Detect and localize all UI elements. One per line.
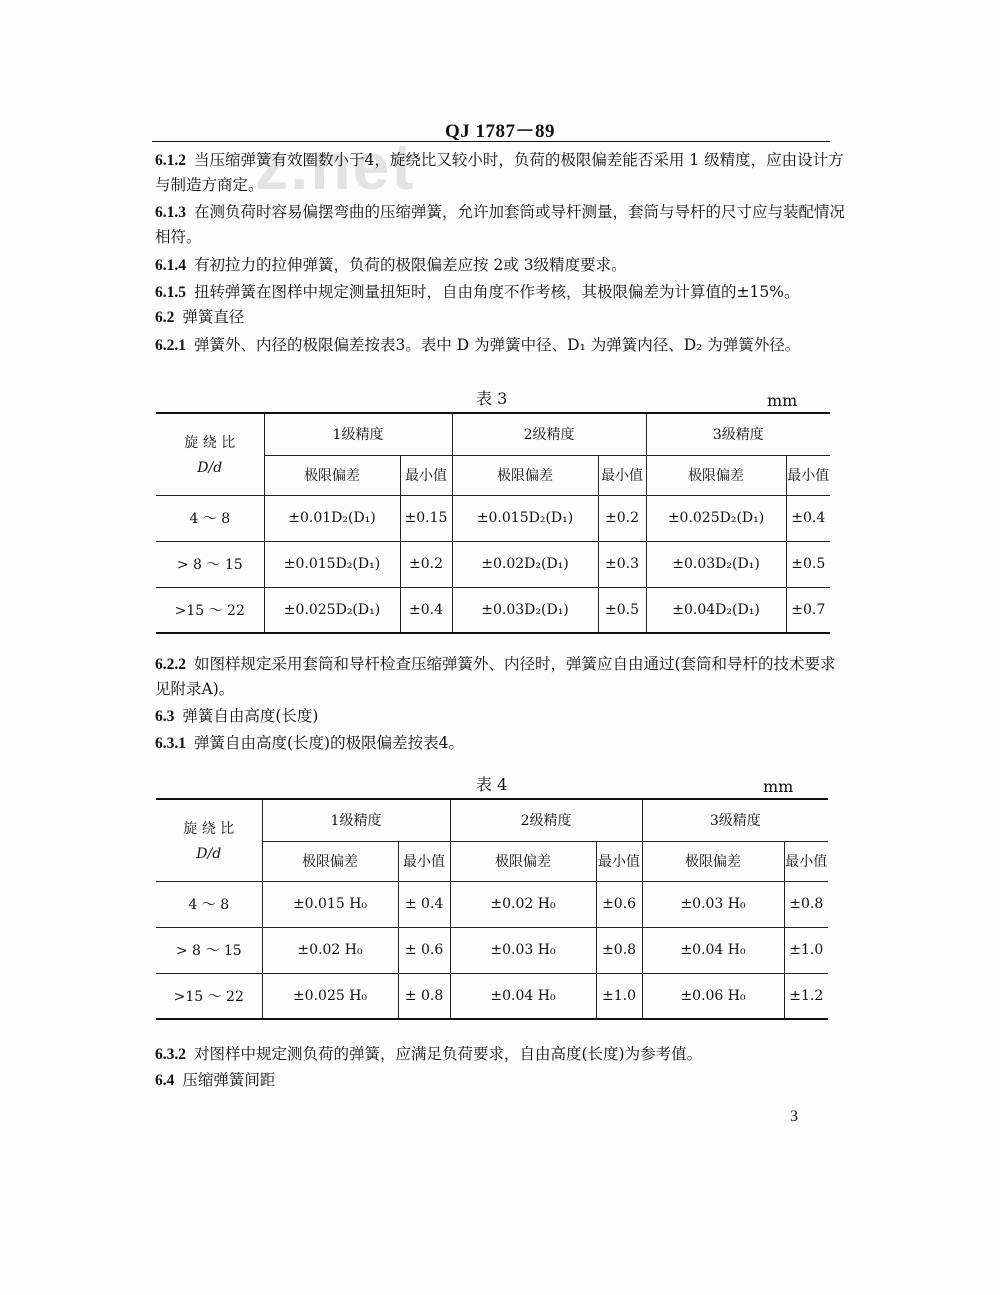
value-cell: ±0.015D₂(D₁): [264, 541, 400, 587]
grade-3-header: 3级精度: [646, 413, 830, 455]
grade-3-header: 3级精度: [642, 799, 828, 841]
value-cell: ± 0.4: [398, 881, 450, 927]
ratio-symbol: D/d: [196, 846, 222, 863]
value-cell: ±0.2: [400, 541, 452, 587]
clause-6-2-2: [155, 652, 845, 701]
value-cell: ±0.03 H₀: [450, 927, 596, 973]
clause-text: 扭转弹簧在图样中规定测量扭矩时，自由角度不作考核，其极限偏差为计算值的±15%。: [194, 283, 800, 301]
ratio-header-cell: [156, 413, 264, 495]
ratio-header: 旋 绕 比: [184, 435, 236, 452]
value-cell: ±0.02 H₀: [450, 881, 596, 927]
value-cell: ±0.06 H₀: [642, 973, 784, 1019]
value-cell: ±0.03 H₀: [642, 881, 784, 927]
ratio-cell: >15 ～ 22: [156, 587, 264, 633]
clause-text: 弹簧自由高度(长度)的极限偏差按表4。: [194, 734, 464, 752]
section-number: 6.2: [155, 309, 175, 326]
minimum-header: 最小值: [398, 841, 450, 881]
clause-number: 6.3.1: [155, 735, 186, 752]
clause-text: 在测负荷时容易偏摆弯曲的压缩弹簧，允许加套筒或导杆测量，套筒与导杆的尺寸应与装配情况相符。: [155, 203, 846, 246]
value-cell: ±0.2: [598, 495, 646, 541]
table-row: [156, 587, 830, 633]
value-cell: ±0.03D₂(D₁): [452, 587, 598, 633]
minimum-header: 最小值: [786, 455, 830, 495]
doc-id-header: QJ 1787－89: [444, 121, 556, 142]
ratio-symbol: D/d: [197, 460, 223, 477]
table-row: [156, 973, 828, 1019]
value-cell: ±0.04D₂(D₁): [646, 587, 786, 633]
clause-number: 6.1.3: [155, 204, 186, 221]
value-cell: ±0.8: [784, 881, 828, 927]
page-number: 3: [790, 1108, 798, 1125]
clause-text: 弹簧外、内径的极限偏差按表3。表中 D 为弹簧中径、D₁ 为弹簧内径、D₂ 为弹簧外径。: [194, 336, 801, 354]
clause-text: 如图样规定采用套筒和导杆检查压缩弹簧外、内径时，弹簧应自由通过(套筒和导杆的技术要求见附录A)。: [155, 655, 836, 698]
section-number: 6.4: [155, 1072, 175, 1089]
value-cell: ±0.03D₂(D₁): [646, 541, 786, 587]
value-cell: ±0.5: [786, 541, 830, 587]
minimum-header: 最小值: [784, 841, 828, 881]
value-cell: ±0.01D₂(D₁): [264, 495, 400, 541]
value-cell: ±1.2: [784, 973, 828, 1019]
table3-unit: mm: [767, 391, 798, 410]
table-row: [156, 495, 830, 541]
clause-number: 6.1.4: [155, 257, 186, 274]
watermark: z.net: [255, 129, 416, 203]
clause-text: 对图样中规定测负荷的弹簧，应满足负荷要求，自由高度(长度)为参考值。: [194, 1045, 703, 1063]
clause-6-1-3: [155, 200, 845, 249]
section-6-4: [155, 1068, 845, 1093]
ratio-cell: 4 ～ 8: [156, 881, 262, 927]
value-cell: ±0.015D₂(D₁): [452, 495, 598, 541]
section-title: 弹簧直径: [182, 308, 245, 326]
section-6-2: [155, 305, 845, 330]
value-cell: ±0.04 H₀: [642, 927, 784, 973]
value-cell: ±0.7: [786, 587, 830, 633]
clause-number: 6.1.5: [155, 284, 186, 301]
header-rule: [152, 141, 830, 142]
ratio-cell: 4 ～ 8: [156, 495, 264, 541]
value-cell: ±0.025D₂(D₁): [646, 495, 786, 541]
value-cell: ±0.025 H₀: [262, 973, 398, 1019]
clause-number: 6.2.2: [155, 656, 186, 673]
ratio-header: 旋 绕 比: [183, 821, 235, 838]
value-cell: ±0.02D₂(D₁): [452, 541, 598, 587]
table-3: [156, 412, 830, 634]
ratio-cell: > 8 ～ 15: [156, 927, 262, 973]
deviation-header: 极限偏差: [450, 841, 596, 881]
value-cell: ± 0.6: [398, 927, 450, 973]
value-cell: ±0.6: [596, 881, 642, 927]
clause-6-3-1: [155, 731, 845, 756]
ratio-cell: >15 ～ 22: [156, 973, 262, 1019]
minimum-header: 最小值: [400, 455, 452, 495]
section-title: 压缩弹簧间距: [182, 1071, 276, 1089]
deviation-header: 极限偏差: [264, 455, 400, 495]
clause-number: 6.2.1: [155, 337, 186, 354]
value-cell: ±0.02 H₀: [262, 927, 398, 973]
section-number: 6.3: [155, 708, 175, 725]
grade-1-header: 1级精度: [264, 413, 452, 455]
value-cell: ±1.0: [596, 973, 642, 1019]
section-title: 弹簧自由高度(长度): [182, 707, 319, 725]
value-cell: ±0.4: [786, 495, 830, 541]
section-6-3: [155, 704, 845, 729]
clause-6-1-5: [155, 280, 845, 305]
clause-text: 当压缩弹簧有效圈数小于4，旋绕比又较小时，负荷的极限偏差能否采用 1 级精度，应由设计方与制造方商定。: [155, 151, 844, 194]
value-cell: ±0.015 H₀: [262, 881, 398, 927]
clause-6-3-2: [155, 1042, 845, 1067]
clause-6-2-1: [155, 333, 845, 358]
clause-number: 6.1.2: [155, 152, 186, 169]
value-cell: ±0.4: [400, 587, 452, 633]
value-cell: ±1.0: [784, 927, 828, 973]
value-cell: ±0.15: [400, 495, 452, 541]
value-cell: ±0.8: [596, 927, 642, 973]
clause-6-1-4: [155, 253, 845, 278]
ratio-header-cell: [156, 799, 262, 881]
table4-unit: mm: [763, 777, 794, 796]
table4-caption: 表 4: [476, 775, 508, 794]
table-row: [156, 541, 830, 587]
clause-number: 6.3.2: [155, 1046, 186, 1063]
table-4: [156, 798, 828, 1020]
value-cell: ± 0.8: [398, 973, 450, 1019]
ratio-cell: > 8 ～ 15: [156, 541, 264, 587]
value-cell: ±0.04 H₀: [450, 973, 596, 1019]
deviation-header: 极限偏差: [262, 841, 398, 881]
clause-6-1-2: [155, 148, 845, 197]
deviation-header: 极限偏差: [642, 841, 784, 881]
clause-text: 有初拉力的拉伸弹簧，负荷的极限偏差应按 2或 3级精度要求。: [194, 256, 627, 274]
table-row: [156, 927, 828, 973]
minimum-header: 最小值: [596, 841, 642, 881]
minimum-header: 最小值: [598, 455, 646, 495]
deviation-header: 极限偏差: [646, 455, 786, 495]
table3-caption: 表 3: [476, 389, 508, 408]
grade-1-header: 1级精度: [262, 799, 450, 841]
value-cell: ±0.5: [598, 587, 646, 633]
grade-2-header: 2级精度: [452, 413, 646, 455]
grade-2-header: 2级精度: [450, 799, 642, 841]
deviation-header: 极限偏差: [452, 455, 598, 495]
value-cell: ±0.3: [598, 541, 646, 587]
table-row: [156, 881, 828, 927]
value-cell: ±0.025D₂(D₁): [264, 587, 400, 633]
